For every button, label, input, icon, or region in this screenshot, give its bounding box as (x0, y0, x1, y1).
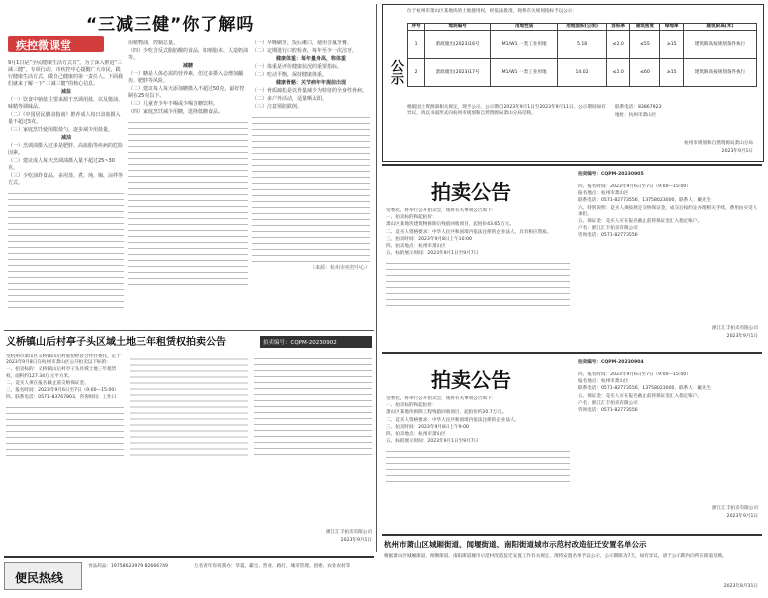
th-4: 容积率 (606, 24, 630, 31)
a1-r6: 咨询电话：0571-82773556 (578, 233, 638, 239)
col2-text-fill (128, 117, 248, 287)
auction-1-left (386, 208, 570, 344)
col1-p7: （二）建议成人每天烹调油摄入量不超过25~30克。 (8, 158, 115, 171)
col3-p8: （三）注意预防跌倒。 (252, 104, 303, 110)
col3-p5: 健康骨骼：关节病年年提前出现 (275, 80, 346, 86)
a2-r1: 报名地点：杭州市萧山区 (578, 379, 629, 385)
notice-org: 杭州市规划和自然资源局萧山分局 (684, 141, 753, 146)
cell: M1/W1 一类工业用地 (491, 31, 558, 59)
col1-p5: 减油 (60, 135, 71, 141)
auction-notice-2 (382, 352, 762, 532)
auction-2-date: 2023年9月1日 (726, 514, 758, 519)
a2-r4: 户名：浙江汇丰拍卖有限公司 (578, 400, 638, 406)
table-row (408, 59, 757, 87)
th-1: 地块编号 (425, 24, 491, 31)
a2-l0: 受委托，将举行公开拍卖会，现将有关事项公告如下： (386, 396, 497, 401)
a1-r4: 五、保证金：竞买人应在报名截止前将保证金汇入指定账户。 (578, 219, 703, 225)
a2-l3: 二、竞买人资格要求：中华人民共和国境内依法注册的企业法人。 (386, 417, 520, 423)
col1-text-fill (8, 188, 124, 308)
notice-table-header (408, 24, 757, 31)
col1-p4: （三）家庭烹饪使用限盐勺，逐步减少用盐量。 (8, 127, 114, 133)
a1-r2: 联系电话：0571-82773556，13758023000，联系人：戴先生 (578, 198, 712, 204)
hotline-row-2: 万名青年你说我办：华夏、霸宝、营业、路灯，城市管理、团委、农业农村等 (194, 564, 351, 569)
a2-r5: 咨询电话：0571-82773556 (578, 408, 638, 414)
a1-l2: 萧山区某地块建筑物拆除后残值回收项目，起拍价43.65万元。 (386, 222, 514, 228)
notice-contact-2: 地址：杭州市萧山区 (615, 113, 657, 118)
auction-2-org: 浙江汇丰拍卖有限公司 (712, 506, 758, 511)
a1-r5: 户名：浙江汇丰拍卖有限公司 (578, 226, 638, 232)
cell: 建筑限高按规划条件执行 (684, 59, 757, 87)
hotline-label-box (4, 562, 82, 590)
cell: ≥15 (660, 31, 684, 59)
a2-r0: 四、报名时间：2023年9月6日至7日（9:00—15:00） (578, 372, 691, 377)
cell: 1 (408, 31, 425, 59)
auction-2-right (578, 372, 758, 502)
col2-p0: 用植物油，控制总量。 (128, 40, 179, 46)
relocation-body: 根据萧山区城厢街道、闻堰街道、南阳街道城市示范村改造征迁安置工作有关规定，现将安置名单予以公示，公示期限为7天，如有异议，请于公示期内向所在街道反映。 (384, 554, 727, 559)
a2-r2: 联系电话：0571-82773556，13758023000，联系人：戴先生 (578, 386, 712, 392)
cell: ≤55 (630, 31, 660, 59)
col3-text-fill (252, 112, 370, 262)
col3-p6: （一）骨质疏松是以骨量减少为特征的全身性骨病。 (252, 88, 368, 94)
relocation-title: 杭州市萧山区城厢街道、闻堰街道、南阳街道城市示范村改造征迁安置名单公示 (384, 540, 647, 549)
notice-date: 2023年9月1日 (721, 149, 753, 154)
col2-p5: （三）儿童青少年不喝或少喝含糖饮料。 (128, 101, 219, 107)
a1-r0: 四、报名时间：2023年9月6日至7日（9:00—15:00） (578, 184, 691, 189)
col1-p1: 减盐 (60, 89, 71, 95)
a1-l6: 五、标的展示时间：2023年9月1日至9月7日 (386, 251, 479, 257)
th-5: 建筑密度 (630, 24, 660, 31)
cell: 萧政储出(2023)17号 (425, 59, 491, 87)
col1-p0: 9月1日是“全民健康生活方式日”。为了深入推进“三减三健”，专项行动，市疾控中心提醒广大市民，践行健康生活方式，做自己健康的第一责任人。下面我们就来了解一下“三减三健”的核心信息。 (8, 60, 124, 87)
disease-control-badge (8, 36, 104, 52)
auction-1-org: 浙江汇丰拍卖有限公司 (712, 326, 758, 331)
article-col-1 (8, 60, 124, 322)
cell: ≥15 (660, 59, 684, 87)
auction-2-left (386, 396, 570, 526)
hotline-row-1: 食品药品：19758623979 82666749 (88, 564, 168, 569)
auction-1-right (578, 184, 758, 320)
land-auction-body (6, 354, 372, 528)
hotline-strip (4, 556, 374, 596)
col2-p3: （一）糖是人体必需的营养素，但过多摄入会增加龋齿、肥胖等风险。 (128, 71, 244, 84)
notice-contact-1: 联系电话：83867923 (615, 105, 662, 110)
cell: 5.18 (558, 31, 607, 59)
col3-p4: （二）吃动平衡，保持健康体重。 (252, 72, 328, 78)
land-auction-date: 2023年9月1日 (340, 538, 372, 543)
land-p1: 一、拍卖标的：义桥镇山后村亭子头区域土地三年租赁权，面积约127.34万元平方米。 (6, 367, 117, 379)
land-auction-number: 拍卖编号：CQPM-20230902 (263, 340, 337, 346)
th-6: 绿地率 (660, 24, 684, 31)
hotline-label: 便民热线 (15, 571, 64, 585)
auction-notice-1 (382, 164, 762, 350)
a2-l4: 三、拍卖时间：2023年9月8日上午9:00 (386, 424, 469, 430)
a2-l1: 一、拍卖标的和起拍价： (386, 403, 437, 409)
land-p2: 二、竞买人须在报名截止前交纳保证金。 (6, 380, 89, 386)
land-auction-org: 浙江汇丰拍卖有限公司 (326, 530, 372, 535)
article-credit: （来源：杭州市疾控中心） (309, 265, 370, 271)
land-auction-title: 义桥镇山后村亭子头区域土地三年租赁权拍卖公告 (6, 337, 226, 348)
cell: 建筑限高按规划条件执行 (684, 31, 757, 59)
col3-p1: （二）定期进行口腔检查，每年至少一次洁牙。 (252, 48, 358, 54)
th-7: 建筑限高(米) (684, 24, 757, 31)
a1-l5: 四、拍卖地点：杭州市萧山区 (386, 244, 446, 250)
col1-p8: （三）少吃油炸食品，多用蒸、煮、炖、焖、凉拌等方式。 (8, 173, 124, 186)
a2-r3: 五、保证金：竞买人应在报名截止前将保证金汇入指定账户。 (578, 393, 703, 399)
relocation-date: 2023年8月31日 (723, 584, 758, 589)
th-3: 用地面积(公顷) (558, 24, 607, 31)
col1-p2: （一）饮食中钠盐主要来源于烹调用盐，以及酱油、味精等调味品。 (8, 97, 124, 110)
planning-notice (382, 4, 764, 162)
auction-1-date: 2023年9月1日 (726, 334, 758, 339)
col3-p7: （二）多户外活动，适量晒太阳。 (252, 96, 328, 102)
a1-l3: 二、竞买人资格要求：中华人民共和国境内依法注册的企业法人，具有相应资质。 (386, 229, 552, 235)
health-article (4, 4, 372, 326)
auction-1-title: 拍卖公告 (431, 180, 511, 204)
vertical-rule (376, 4, 377, 552)
badge-label: 疾控微课堂 (16, 39, 71, 52)
col2-p6: （四）家庭烹饪减少用糖，选择低糖食品。 (128, 109, 224, 115)
col3-p2: 健康体重：每年量身高，称体重 (275, 56, 346, 62)
th-0: 序号 (408, 24, 425, 31)
auction-2-number: 拍卖编号：CQPM-20230904 (578, 360, 644, 365)
col2-p2: 减糖 (182, 63, 193, 69)
land-p4: 四、联系电话：0571-83767803，咨询时间：工作日 (6, 395, 117, 401)
auction-2-title: 拍卖公告 (431, 368, 511, 392)
article-col-2 (128, 40, 248, 322)
a1-fill (386, 258, 570, 308)
cell: ≤2.0 (606, 59, 630, 87)
col1-p3: （二）《中国居民膳食指南》推荐成人每日食盐摄入量不超过5克。 (8, 112, 121, 125)
notice-table (407, 23, 757, 87)
a2-l6: 五、标的展示时间：2023年9月1日至9月7日 (386, 439, 479, 445)
a1-r1: 报名地点：杭州市萧山区 (578, 191, 629, 197)
col3-p3: （一）体重是评价健康状况的重要指标。 (252, 64, 343, 70)
col1-p6: （一）烹调油摄入过多是肥胖、高血脂等疾病的危险因素。 (8, 143, 124, 156)
notice-intro: 位于杭州市萧山区某地块的土地使用权，经依法批准，现将有关规划指标予以公示： (407, 9, 577, 14)
a1-l4: 三、拍卖时间：2023年9月8日上午10:00 (386, 236, 472, 242)
a1-r3: 六、特别说明：竞买人须按规定交纳保证金，成交后按约定办理相关手续，费用由买受人承担。 (578, 205, 758, 217)
a2-l2: 萧山区某地块拆除工程残值回收项目，起拍价约20.7万元。 (386, 410, 507, 416)
a2-l5: 四、拍卖地点：杭州市萧山区 (386, 432, 446, 438)
cell: 14.02 (558, 59, 607, 87)
relocation-notice (382, 534, 762, 596)
article-col-3 (252, 40, 370, 322)
cell: ≤60 (630, 59, 660, 87)
notice-body: 根据国土资源部相关规定，现予公示，公示期自2023年9月1日至2023年9月11日。公示期间如有异议，请以书面形式向杭州市规划和自然资源局萧山分局反映。 (407, 105, 606, 117)
a2-fill (386, 446, 570, 486)
col2-p1: （四）少吃含反式脂肪酸的食品，如植脂末、人造奶油等。 (128, 48, 248, 61)
col2-p4: （二）建议每人每天添加糖摄入不超过50克，最好控制在25克以下。 (128, 86, 245, 99)
article-headline: “三减三健”你了解吗 (86, 15, 255, 35)
land-p3: 三、报名时间：2023年9月6日至7日（9:00—15:00） (6, 388, 119, 394)
land-auction-number-bar (260, 336, 372, 348)
cell: 萧政储出(2023)16号 (425, 31, 491, 59)
notice-vertical-text: 公示 (388, 59, 403, 85)
a1-l1: 一、拍卖标的和起拍价： (386, 215, 437, 221)
notice-vertical-label (386, 59, 402, 89)
th-2: 用地性质 (491, 24, 558, 31)
land-p0: 受杭州市萧山区义桥镇山后村股份经济合作社委托，定于2023年9月8日在杭州市萧山区公开拍卖以下标的： (6, 354, 121, 366)
land-auction-notice (4, 334, 374, 548)
auction-1-number: 拍卖编号：CQPM-20230905 (578, 172, 644, 177)
col3-p0: （一）早晚刷牙，饭后漱口，使用含氟牙膏。 (252, 40, 353, 46)
cell: M1/W1 一类工业用地 (491, 59, 558, 87)
table-row (408, 31, 757, 59)
a1-l0: 受委托，将举行公开拍卖会，现将有关事项公告如下： (386, 208, 497, 213)
horizontal-rule-left (4, 330, 374, 331)
cell: ≤2.0 (606, 31, 630, 59)
cell: 2 (408, 59, 425, 87)
